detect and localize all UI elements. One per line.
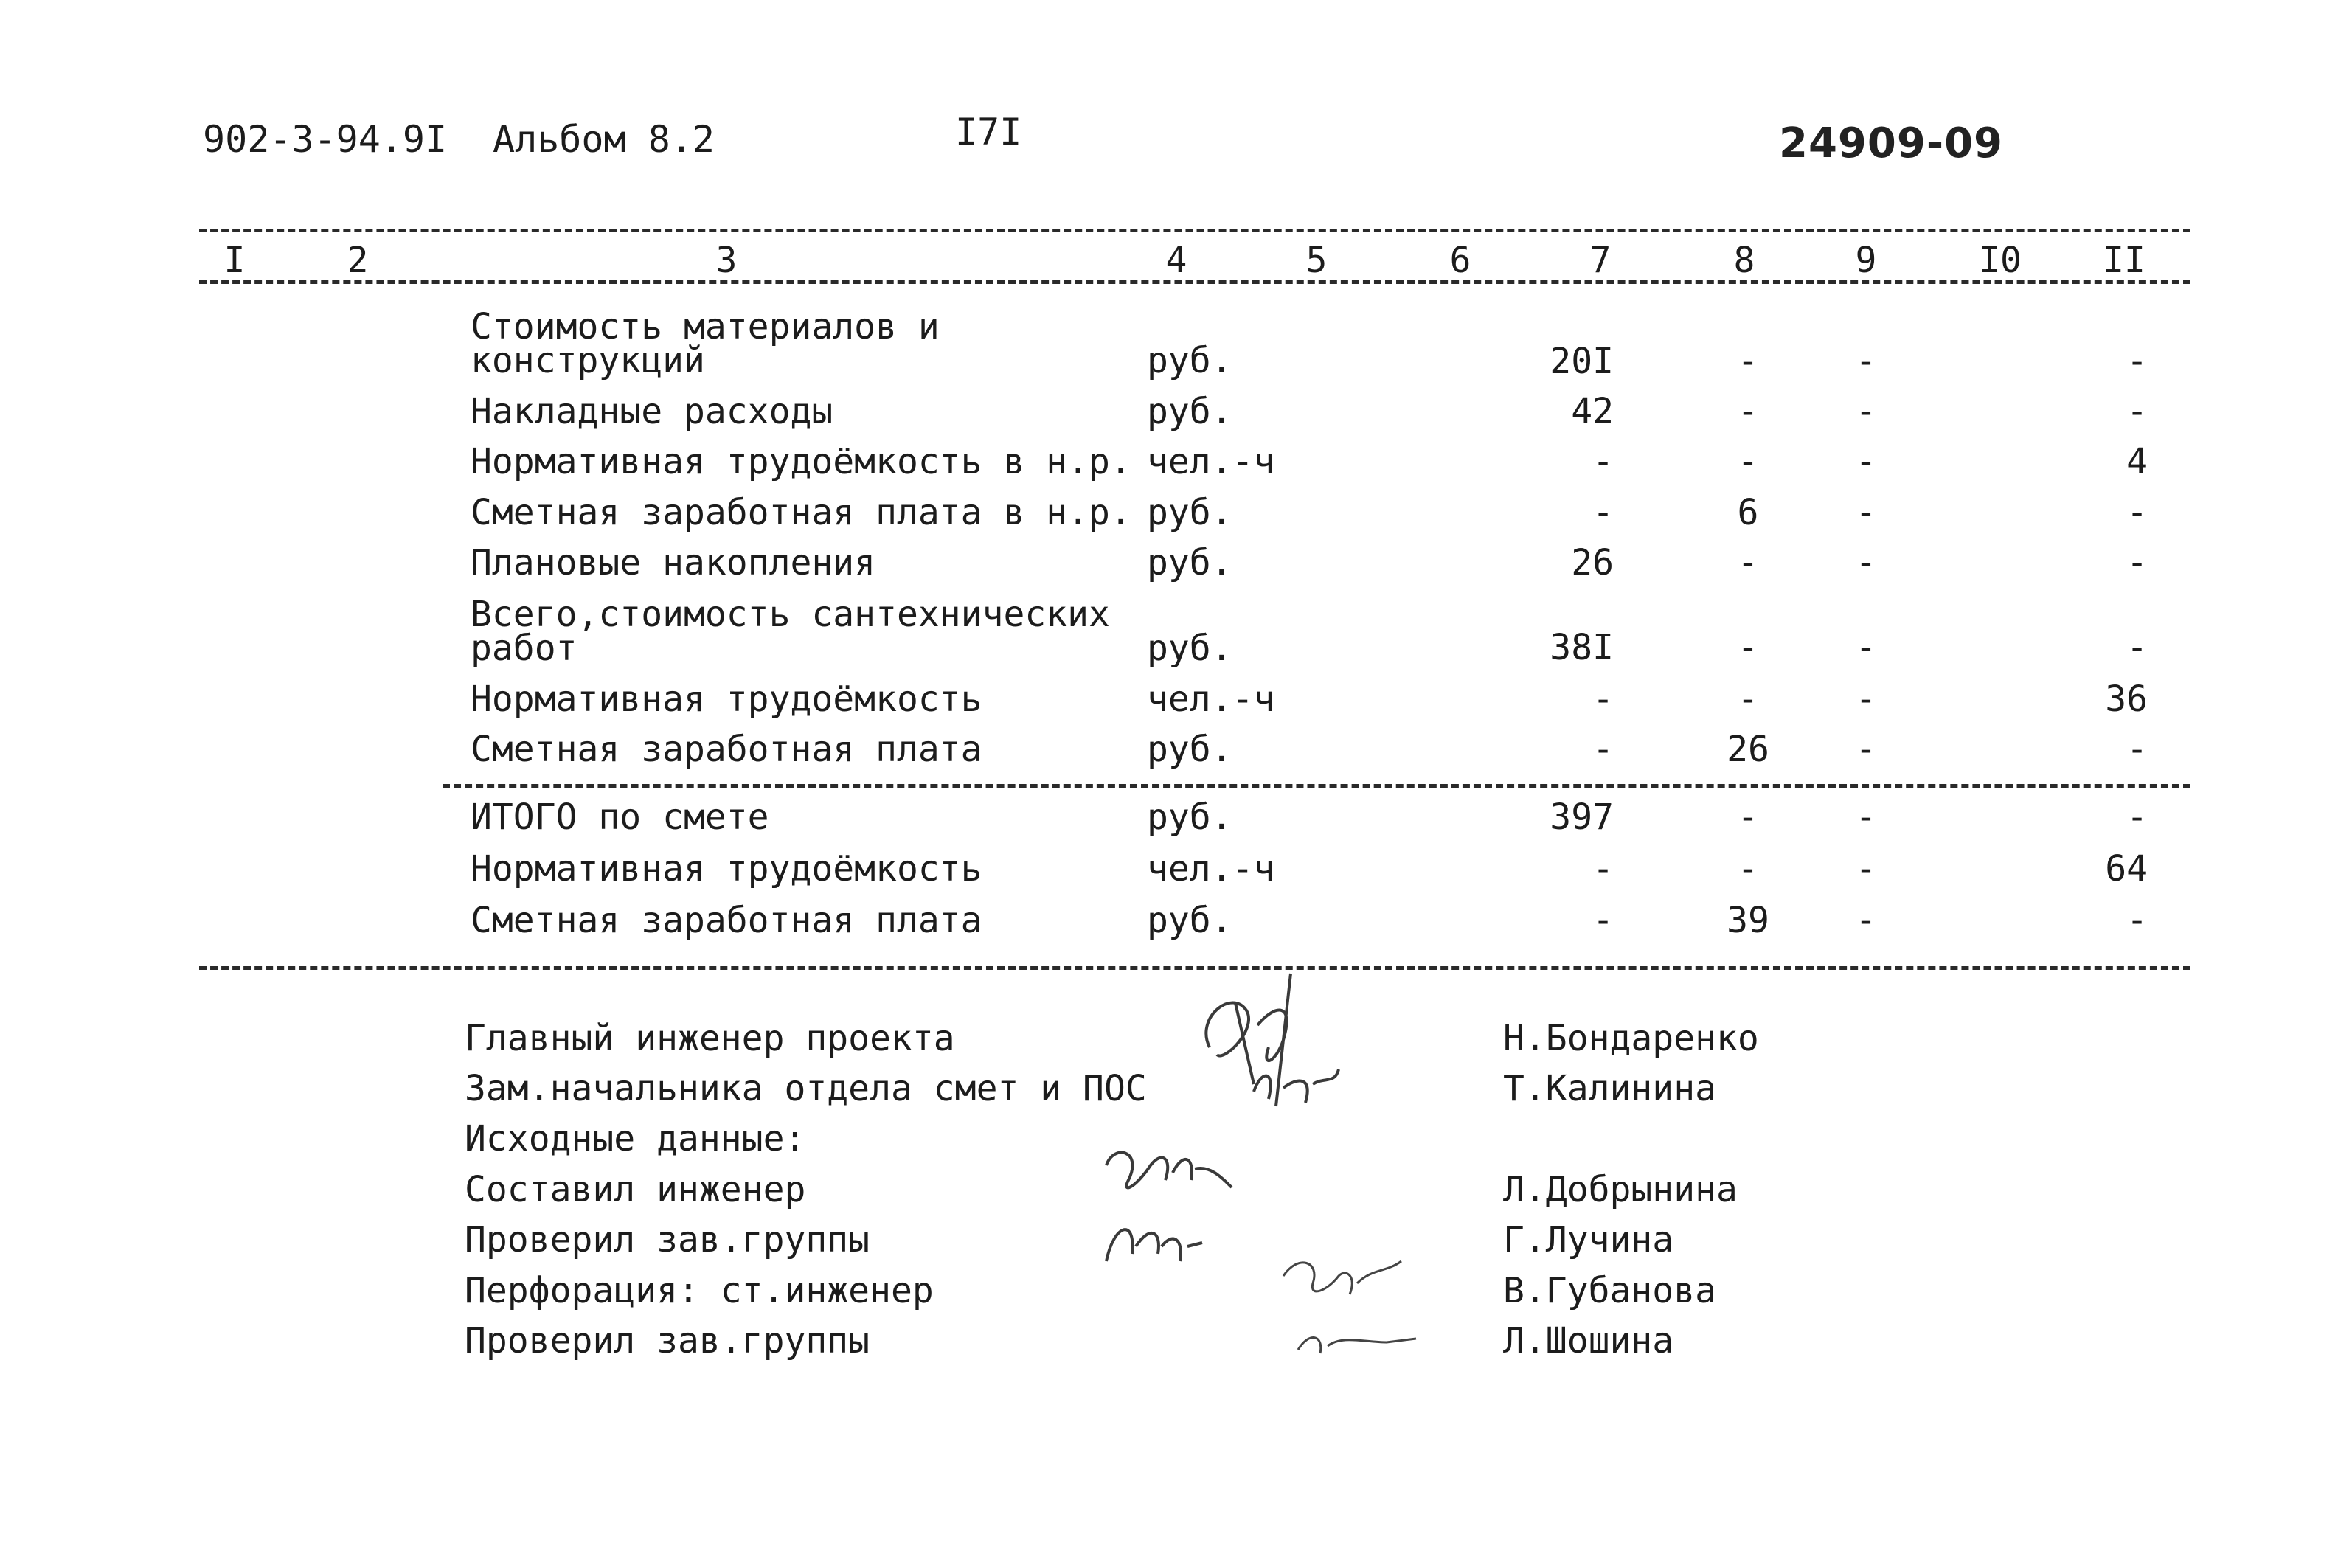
row-value-col9: - bbox=[1855, 627, 1877, 668]
column-number: 5 bbox=[1305, 240, 1328, 281]
row-value-col9: - bbox=[1855, 542, 1877, 583]
row-unit: чел.-ч bbox=[1147, 679, 1275, 720]
row-value-col7: 42 bbox=[1571, 391, 1614, 432]
row-name: Всего,стоимость сантехнических bbox=[471, 594, 1110, 635]
handwritten-signature-chief-engineer bbox=[1165, 959, 1431, 1128]
signature-name: Т.Калинина bbox=[1503, 1068, 1716, 1109]
total-value-col11: 64 bbox=[2105, 848, 2148, 889]
row-value-col9: - bbox=[1855, 391, 1877, 432]
total-value-col7: - bbox=[1592, 848, 1614, 889]
row-value-col9: - bbox=[1855, 729, 1877, 770]
row-value-col11: - bbox=[2126, 391, 2148, 432]
row-value-col7: 20I bbox=[1550, 341, 1614, 382]
signature-section-label: Исходные данные: bbox=[465, 1118, 806, 1159]
row-value-col8: - bbox=[1737, 391, 1759, 432]
signature-name: Л.Шошина bbox=[1503, 1320, 1674, 1361]
total-row-unit: руб. bbox=[1147, 797, 1232, 838]
column-number: 7 bbox=[1589, 240, 1612, 281]
row-name: Нормативная трудоёмкость bbox=[471, 679, 982, 720]
signature-name: Н.Бондаренко bbox=[1503, 1018, 1759, 1059]
row-value-col8: - bbox=[1737, 341, 1759, 382]
row-value-col11: - bbox=[2126, 542, 2148, 583]
column-number: 4 bbox=[1165, 240, 1187, 281]
column-header-rule bbox=[199, 280, 2190, 284]
row-name: Стоимость материалов и bbox=[471, 306, 940, 347]
column-number: I bbox=[223, 240, 246, 281]
row-value-col9: - bbox=[1855, 441, 1877, 482]
row-name-continued: работ bbox=[471, 628, 577, 669]
total-row-unit: чел.-ч bbox=[1147, 848, 1275, 889]
handwritten-signature-perforation bbox=[1269, 1239, 1453, 1379]
signature-role: Перфорация: ст.инженер bbox=[465, 1270, 934, 1311]
row-name: Накладные расходы bbox=[471, 391, 833, 432]
column-number: 3 bbox=[715, 240, 738, 281]
album-label: Альбом 8.2 bbox=[493, 118, 715, 161]
page-number: I7I bbox=[955, 111, 1022, 153]
signature-role: Проверил зав.группы bbox=[465, 1219, 870, 1260]
row-value-col11: - bbox=[2126, 729, 2148, 770]
row-name: Сметная заработная плата в н.р. bbox=[471, 492, 1131, 533]
total-value-col8: - bbox=[1737, 797, 1759, 838]
total-value-col9: - bbox=[1855, 848, 1877, 889]
row-value-col11: - bbox=[2126, 492, 2148, 533]
column-number: 2 bbox=[347, 240, 369, 281]
row-value-col8: - bbox=[1737, 627, 1759, 668]
total-value-col7: 397 bbox=[1550, 797, 1614, 838]
column-number: 9 bbox=[1855, 240, 1877, 281]
row-unit: чел.-ч bbox=[1147, 441, 1275, 482]
total-value-col8: - bbox=[1737, 848, 1759, 889]
row-name: Сметная заработная плата bbox=[471, 729, 982, 770]
total-row-unit: руб. bbox=[1147, 900, 1232, 941]
row-name: Нормативная трудоёмкость в н.р. bbox=[471, 441, 1131, 482]
column-number: II bbox=[2103, 240, 2145, 281]
total-row-name: Сметная заработная плата bbox=[471, 900, 982, 941]
column-number: 8 bbox=[1733, 240, 1755, 281]
total-value-col11: - bbox=[2126, 797, 2148, 838]
row-value-col8: 26 bbox=[1727, 729, 1769, 770]
total-value-col9: - bbox=[1855, 797, 1877, 838]
signature-name: Г.Лучина bbox=[1503, 1219, 1674, 1260]
row-value-col7: 38I bbox=[1550, 627, 1614, 668]
total-value-col8: 39 bbox=[1727, 900, 1769, 941]
row-value-col7: 26 bbox=[1571, 542, 1614, 583]
row-value-col8: - bbox=[1737, 679, 1759, 720]
row-value-col8: 6 bbox=[1737, 492, 1759, 533]
row-name: Плановые накопления bbox=[471, 542, 876, 583]
row-unit: руб. bbox=[1147, 391, 1232, 432]
signature-role: Проверил зав.группы bbox=[465, 1320, 870, 1361]
row-value-col11: 36 bbox=[2105, 679, 2148, 720]
total-value-col11: - bbox=[2126, 900, 2148, 941]
row-unit: руб. bbox=[1147, 492, 1232, 533]
row-value-col11: - bbox=[2126, 627, 2148, 668]
signature-role: Главный инженер проекта bbox=[465, 1018, 955, 1059]
column-number: I0 bbox=[1979, 240, 2022, 281]
total-value-col7: - bbox=[1592, 900, 1614, 941]
signature-name: В.Губанова bbox=[1503, 1270, 1716, 1311]
row-value-col11: 4 bbox=[2126, 441, 2148, 482]
signature-name: Л.Добрынина bbox=[1503, 1169, 1738, 1210]
table-top-rule bbox=[199, 229, 2190, 232]
row-unit: руб. bbox=[1147, 729, 1232, 770]
row-value-col9: - bbox=[1855, 492, 1877, 533]
document-code: 902-3-94.9I bbox=[203, 118, 448, 161]
stamp-number: 24909-09 bbox=[1779, 119, 2003, 167]
row-value-col7: - bbox=[1592, 492, 1614, 533]
signature-role: Зам.начальника отдела смет и ПОС bbox=[465, 1068, 1147, 1109]
row-value-col8: - bbox=[1737, 441, 1759, 482]
subtotal-rule bbox=[443, 784, 2190, 788]
row-unit: руб. bbox=[1147, 340, 1232, 381]
row-unit: руб. bbox=[1147, 542, 1232, 583]
signature-role: Составил инженер bbox=[465, 1169, 806, 1210]
row-value-col7: - bbox=[1592, 729, 1614, 770]
row-value-col9: - bbox=[1855, 341, 1877, 382]
total-row-name: ИТОГО по смете bbox=[471, 797, 769, 838]
column-number: 6 bbox=[1449, 240, 1471, 281]
row-value-col9: - bbox=[1855, 679, 1877, 720]
row-value-col11: - bbox=[2126, 341, 2148, 382]
total-row-name: Нормативная трудоёмкость bbox=[471, 848, 982, 889]
row-value-col8: - bbox=[1737, 542, 1759, 583]
total-value-col9: - bbox=[1855, 900, 1877, 941]
row-value-col7: - bbox=[1592, 441, 1614, 482]
row-unit: руб. bbox=[1147, 628, 1232, 669]
row-name-continued: конструкций bbox=[471, 340, 705, 381]
row-value-col7: - bbox=[1592, 679, 1614, 720]
